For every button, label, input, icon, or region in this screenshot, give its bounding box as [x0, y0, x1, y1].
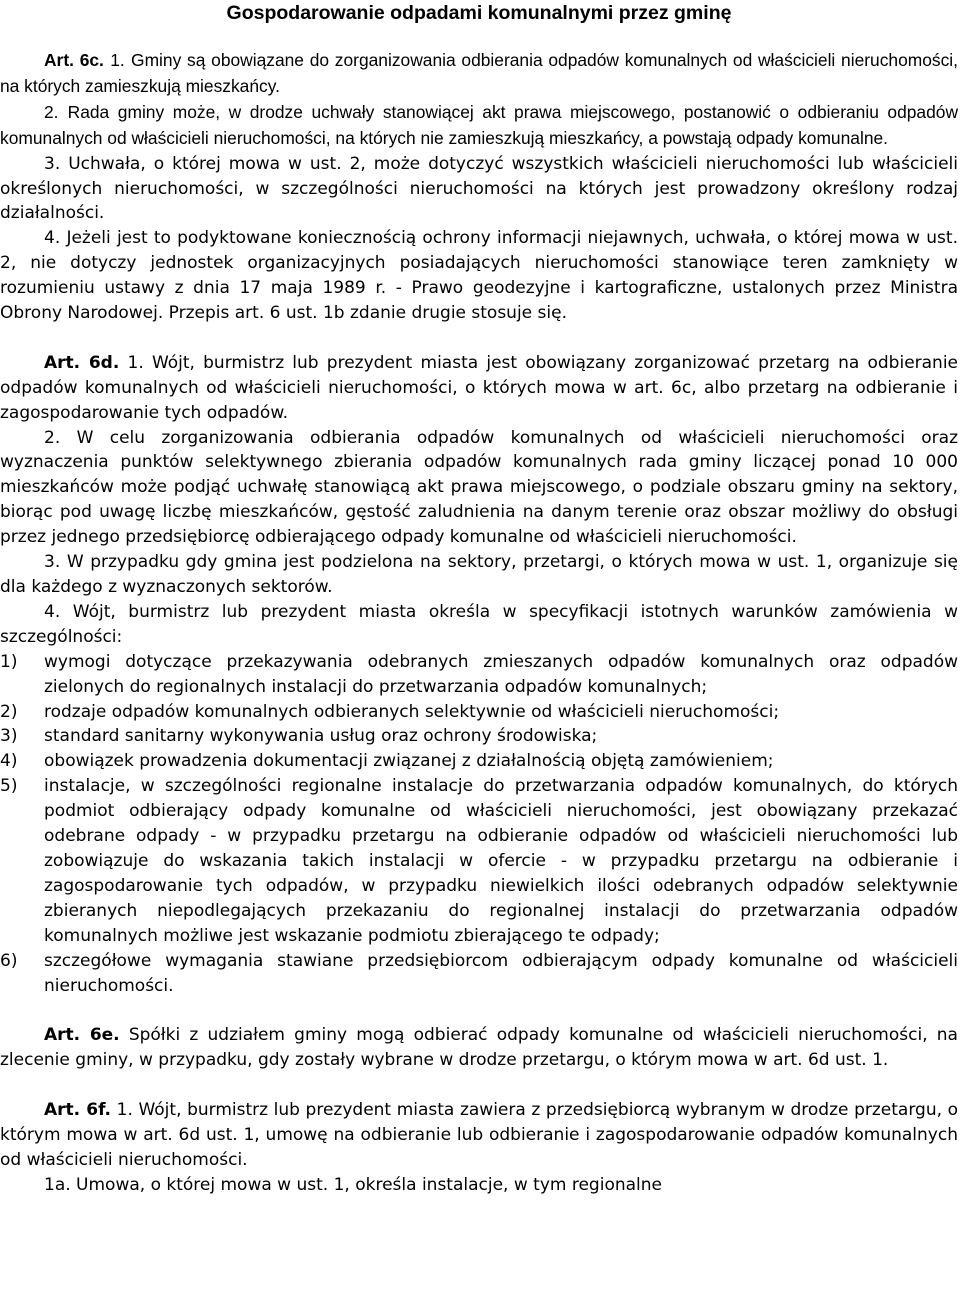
art-6d-para-3 — [0, 550, 958, 600]
art-6d-para-4 — [0, 600, 958, 650]
list-item-text: obowiązek prowadzenia dokumentacji związanej z działalnością objętą zamówieniem; — [44, 751, 774, 772]
paragraph-number: 2. — [44, 427, 61, 448]
paragraph-text: Jeżeli jest to podyktowane koniecznością ochrony informacji niejawnych, uchwała, o której mowa w ust. 2, nie dotyczy jednostek organizacyjnych posiadających nieruchomości stanowiące teren zamknięty w rozumieniu ustawy z dnia 17 maja 1989 r. - Prawo geodezyjne i kartograficzne, ustalonych przez Ministra Obrony Narodowej. Przepis art. 6 ust. 1b zdanie drugie stosuje się. — [0, 228, 958, 324]
paragraph-text: Uchwała, o której mowa w ust. 2, może dotyczyć wszystkich właścicieli nieruchomości lub właścicieli określonych nieruchomości, w szczególności nieruchomości na których jest prowadzony określony rodzaj działalności. — [0, 153, 958, 224]
art-6e-para — [0, 1023, 958, 1073]
spacer — [0, 1073, 958, 1098]
article-6c — [0, 48, 958, 326]
paragraph-text: W przypadku gdy gmina jest podzielona na sektory, przetargi, o których mowa w ust. 1, organizuje się dla każdego z wyznaczonych sektorów. — [0, 552, 958, 598]
list-item-text: szczegółowe wymagania stawiane przedsiębiorcom odbierającym odpady komunalne od właścicieli nieruchomości. — [44, 950, 958, 996]
article-6e — [0, 1023, 958, 1073]
paragraph-text: Umowa, o której mowa w ust. 1, określa instalacje, w tym regionalne — [76, 1174, 662, 1195]
spacer — [0, 25, 958, 48]
article-label: Art. 6c. — [44, 50, 104, 70]
paragraph-number: 1. — [116, 1100, 133, 1121]
paragraph-number: 1. — [110, 50, 125, 70]
list-item — [0, 774, 958, 948]
article-label: Art. 6e. — [44, 1025, 120, 1046]
article-label: Art. 6d. — [44, 352, 120, 373]
spacer — [0, 326, 958, 351]
art-6c-para-2 — [0, 100, 958, 152]
list-item-number: 3) — [0, 726, 18, 747]
art-6c-para-4 — [0, 226, 958, 326]
art-6c-para-1 — [0, 48, 958, 100]
art-6f-para-1a — [0, 1173, 958, 1198]
article-6f — [0, 1098, 958, 1198]
paragraph-text: Rada gminy może, w drodze uchwały stanowiącej akt prawa miejscowego, postanowić o odbieraniu odpadów komunalnych od właścicieli nieruchomości, na których nie zamieszkują mieszkańcy, a powstają odpady komunalne. — [0, 101, 959, 148]
paragraph-number: 3. — [44, 552, 61, 573]
list-item — [0, 650, 958, 700]
list-item-text: instalacje, w szczególności regionalne instalacje do przetwarzania odpadów komunalnych, do których podmiot odbierający odpady komunalne od właścicieli nieruchomości, jest obowiązany przekazać odebrane odpady - w przypadku przetargu na odbieranie odpadów od właścicieli nieruchomości lub zobowiązuje do wskazania takich instalacji w ofercie - w przypadku przetargu na odbieranie i zagospodarowanie tych odpadów, w przypadku niewielkich ilości odebranych odpadów selektywnie zbieranych niepodlegających przekazaniu do regionalnej instalacji do przetwarzania odpadów komunalnych możliwe jest wskazanie podmiotu zbierającego te odpady; — [44, 776, 958, 946]
list-item — [0, 724, 958, 749]
spacer — [0, 998, 958, 1023]
paragraph-text: Wójt, burmistrz lub prezydent miasta określa w specyfikacji istotnych warunków zamówienia w szczególności: — [0, 601, 959, 647]
paragraph-number: 1a. — [44, 1174, 71, 1195]
article-label: Art. 6f. — [44, 1100, 112, 1121]
paragraph-number: 2. — [44, 101, 59, 122]
list-item-number: 2) — [0, 701, 18, 722]
list-item-text: rodzaje odpadów komunalnych odbieranych selektywnie od właścicieli nieruchomości; — [44, 701, 780, 722]
art-6c-para-3 — [0, 152, 958, 227]
list-item — [0, 949, 958, 999]
art-6d-para-2 — [0, 426, 958, 551]
paragraph-text: Wójt, burmistrz lub prezydent miasta zawiera z przedsiębiorcą wybranym w drodze przetargu, o którym mowa w art. 6d ust. 1, umowę na odbieranie lub odbieranie i zagospodarowanie odpadów komunalnych od właścicieli nieruchomości. — [0, 1100, 959, 1170]
list-item — [0, 749, 958, 774]
list-item-text: wymogi dotyczące przekazywania odebranych zmieszanych odpadów komunalnych oraz odpadów zielonych do regionalnych instalacji do przetwarzania odpadów komunalnych; — [44, 651, 958, 697]
requirements-list — [0, 650, 958, 999]
document-title: Gospodarowanie odpadami komunalnymi przez gminę — [226, 2, 732, 24]
paragraph-number: 3. — [44, 153, 61, 174]
art-6f-para-1 — [0, 1098, 958, 1173]
paragraph-text: Wójt, burmistrz lub prezydent miasta jest obowiązany zorganizować przetarg na odbieranie odpadów komunalnych od właścicieli nieruchomości, o których mowa w art. 6c, albo przetarg na odbieranie i zagospodarowanie tych odpadów. — [0, 352, 959, 423]
list-item-number: 1) — [0, 651, 18, 672]
list-item-number: 5) — [0, 776, 18, 797]
paragraph-text: Spółki z udziałem gminy mogą odbierać odpady komunalne od właścicieli nieruchomości, na zlecenie gminy, w przypadku, gdy zostały wybrane w drodze przetargu, o którym mowa w art. 6d ust. 1. — [0, 1025, 958, 1071]
art-6d-para-1 — [0, 351, 958, 426]
article-6d — [0, 351, 958, 999]
paragraph-number: 4. — [44, 601, 61, 622]
paragraph-number: 1. — [127, 352, 144, 373]
paragraph-text: Gminy są obowiązane do zorganizowania odbierania odpadów komunalnych od właścicieli nieruchomości, na których zamieszkują mieszkańcy. — [0, 50, 958, 96]
paragraph-text: W celu zorganizowania odbierania odpadów komunalnych od właścicieli nieruchomości oraz wyznaczenia punktów selektywnego zbierania odpadów komunalnych rada gminy liczącej ponad 10 000 mieszkańców może podjąć uchwałę stanowiącą akt prawa miejscowego, o podziale obszaru gminy na sektory, biorąc pod uwagę liczbę mieszkańców, gęstość zaludnienia na danym terenie oraz obszar możliwy do obsługi przez jednego przedsiębiorcę odbierającego odpady komunalne od właścicieli nieruchomości. — [0, 427, 958, 548]
list-item-number: 4) — [0, 751, 18, 772]
paragraph-number: 4. — [44, 228, 61, 249]
list-item-number: 6) — [0, 950, 18, 971]
list-item — [0, 700, 958, 725]
list-item-text: standard sanitarny wykonywania usług oraz ochrony środowiska; — [44, 726, 598, 747]
